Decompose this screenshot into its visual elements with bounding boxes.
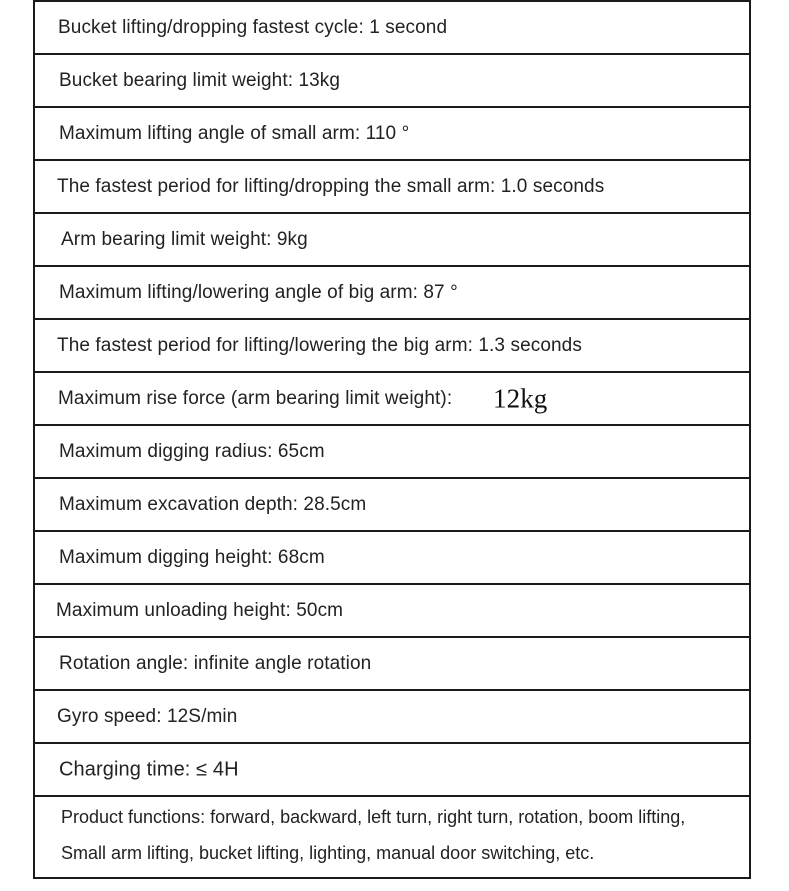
spec-text: The fastest period for lifting/dropping the small arm: 1.0 seconds bbox=[57, 175, 605, 197]
spec-row-bucket-cycle bbox=[35, 2, 749, 55]
spec-text: Bucket lifting/dropping fastest cycle: 1 second bbox=[58, 16, 448, 38]
spec-row-gyro-speed bbox=[35, 691, 749, 744]
spec-row-digging-radius bbox=[35, 426, 749, 479]
spec-row-unloading-height bbox=[35, 585, 749, 638]
spec-row-charging-time bbox=[35, 744, 749, 797]
spec-row-product-functions bbox=[35, 797, 749, 879]
spec-row-excavation-depth bbox=[35, 479, 749, 532]
spec-text: Maximum lifting/lowering angle of big arm: 87 ° bbox=[59, 281, 458, 303]
spec-text: Maximum rise force (arm bearing limit weight): bbox=[58, 387, 453, 409]
rise-force-value: 12kg bbox=[493, 383, 548, 413]
spec-row-digging-height bbox=[35, 532, 749, 585]
functions-line-1: Product functions: forward, backward, left turn, right turn, rotation, boom lifting, bbox=[61, 807, 686, 827]
spec-text: Rotation angle: infinite angle rotation bbox=[59, 652, 372, 674]
spec-text: Maximum digging radius: 65cm bbox=[59, 440, 325, 462]
spec-text: Charging time: ≤ 4H bbox=[59, 758, 239, 780]
spec-table bbox=[33, 0, 751, 879]
spec-text: Maximum digging height: 68cm bbox=[59, 546, 325, 568]
spec-row-rotation-angle bbox=[35, 638, 749, 691]
spec-text: Bucket bearing limit weight: 13kg bbox=[59, 69, 341, 91]
spec-text: The fastest period for lifting/lowering the big arm: 1.3 seconds bbox=[57, 334, 582, 356]
spec-row-big-arm-angle bbox=[35, 267, 749, 320]
spec-text: Gyro speed: 12S/min bbox=[57, 705, 238, 727]
spec-text: Maximum unloading height: 50cm bbox=[56, 599, 344, 621]
spec-row-arm-limit bbox=[35, 214, 749, 267]
spec-text: Maximum lifting angle of small arm: 110 ° bbox=[59, 122, 410, 144]
spec-row-bucket-limit bbox=[35, 55, 749, 108]
spec-row-rise-force bbox=[35, 373, 749, 426]
spec-row-small-arm-period bbox=[35, 161, 749, 214]
spec-row-small-arm-angle bbox=[35, 108, 749, 161]
spec-row-big-arm-period bbox=[35, 320, 749, 373]
spec-text: Arm bearing limit weight: 9kg bbox=[61, 228, 308, 250]
functions-line-2: Small arm lifting, bucket lifting, lighting, manual door switching, etc. bbox=[61, 843, 595, 863]
spec-text: Maximum excavation depth: 28.5cm bbox=[59, 493, 367, 515]
